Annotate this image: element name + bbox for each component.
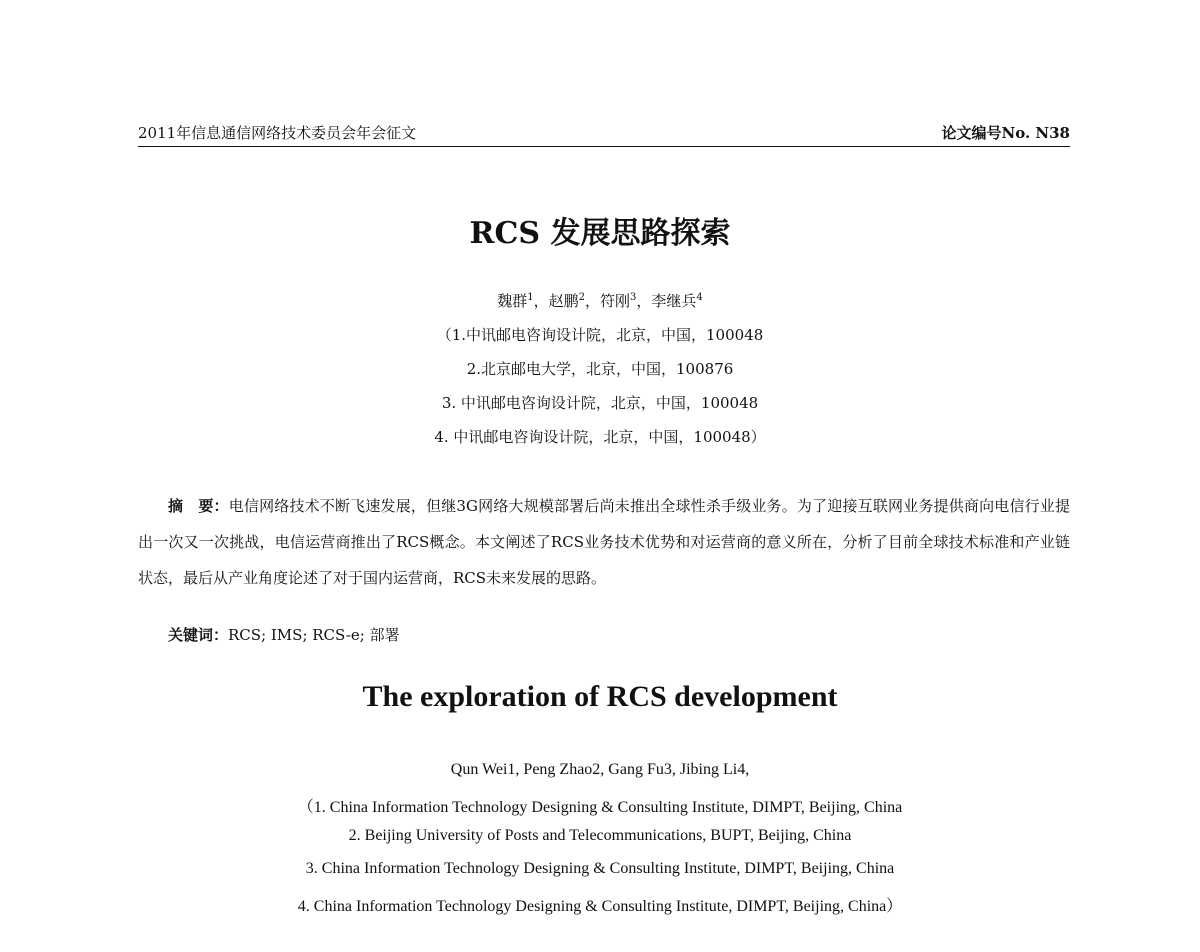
affiliation-cn-3: 3. 中讯邮电咨询设计院，北京，中国，100048 — [441, 394, 759, 412]
keywords-label: 关键词： — [168, 626, 229, 644]
affiliation-en-3: 3. China Information Technology Designing & Consulting Institute, DIMPT, Beijing, China — [305, 860, 895, 877]
abstract-text: 电信网络技术不断飞速发展，但继3G网络大规模部署后尚未推出全球性杀手级业务。为了迎接互联网业务提供商向电信行业提出一次又一次挑战，电信运营商推出了RCS概念。本文阐述了RCS业务技术优势和对运营商的意义所在，分析了目前全球技术标准和产业链状态，最后从产业角度论述了对于国内运营商，RCS未来发展的思路。 — [138, 497, 1070, 587]
affiliation-cn-4: 4. 中讯邮电咨询设计院，北京，中国，100048） — [434, 428, 766, 446]
header-journal: 2011年信息通信网络技术委员会年会征文 — [138, 124, 417, 142]
authors-english: Qun Wei1, Peng Zhao2, Gang Fu3, Jibing Li4, — [450, 761, 750, 778]
keywords — [168, 624, 400, 645]
affiliation-en-2: 2. Beijing University of Posts and Telecommunications, BUPT, Beijing, China — [348, 827, 852, 844]
header-paper-number: 论文编号No. N38 — [941, 124, 1070, 142]
abstract — [138, 488, 1070, 596]
author-affiliation-mark: 3 — [630, 292, 637, 303]
author-affiliation-mark: 2 — [578, 292, 585, 303]
title-english: The exploration of RCS development — [362, 680, 838, 713]
author-name: 李继兵 — [651, 292, 697, 310]
affiliation-en-1: （1. China Information Technology Designing & Consulting Institute, DIMPT, Beijing, China — [297, 799, 903, 816]
author-affiliation-mark: 4 — [696, 292, 703, 303]
abstract-label: 摘 要： — [168, 497, 229, 515]
affiliation-en-4: 4. China Information Technology Designing & Consulting Institute, DIMPT, Beijing, China） — [297, 898, 903, 915]
affiliation-cn-2: 2.北京邮电大学，北京，中国，100876 — [466, 360, 734, 378]
affiliation-cn-1: （1.中讯邮电咨询设计院，北京，中国，100048 — [436, 326, 764, 344]
author-name: 符刚 — [600, 292, 631, 310]
author-affiliation-mark: 1 — [527, 292, 534, 303]
author-name: 魏群 — [497, 292, 528, 310]
title-chinese: RCS 发展思路探索 — [469, 216, 731, 251]
keywords-text: RCS; IMS; RCS-e; 部署 — [228, 626, 400, 644]
authors-chinese: 魏群$^1$，赵鹏$^2$，符刚$^3$，李继兵$^4$ — [497, 292, 703, 310]
running-header — [138, 118, 1070, 147]
author-name: 赵鹏 — [548, 292, 579, 310]
